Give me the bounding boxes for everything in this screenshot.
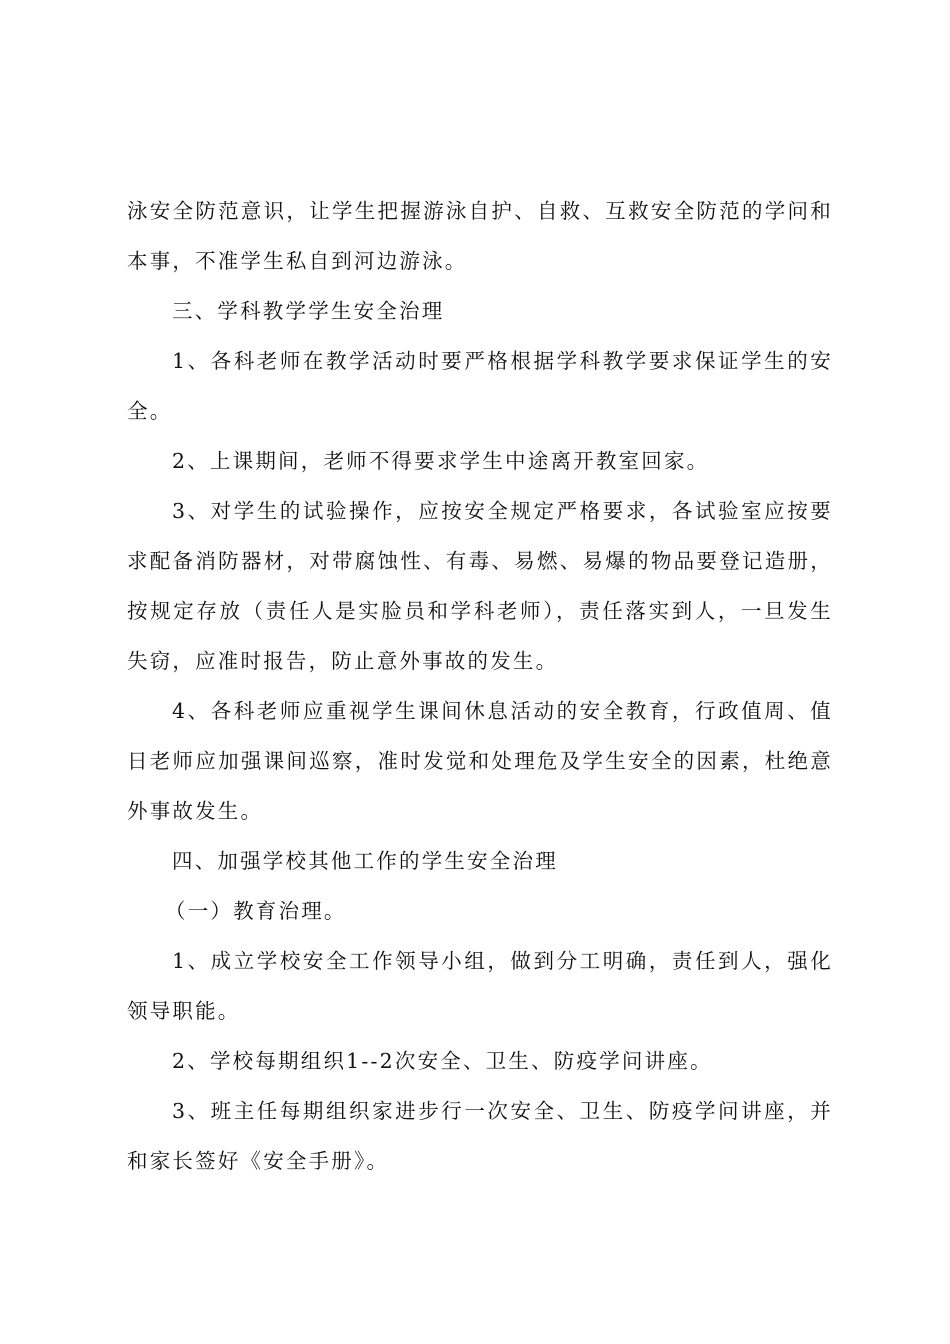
paragraph-item: 2、学校每期组织1--2次安全、卫生、防疫学问讲座。 <box>172 1049 713 1073</box>
paragraph-item: 4、各科老师应重视学生课间休息活动的安全教育，行政值周、值日老师应加强课间巡察，准时发觉和处理危及学生安全的因素，杜绝意外事故发生。 <box>127 699 833 823</box>
section-heading-3: 三、学科教学学生安全治理 <box>172 299 445 323</box>
paragraph-item: 3、对学生的试验操作，应按安全规定严格要求，各试验室应按要求配备消防器材，对带腐蚀性、有毒、易燃、易爆的物品要登记造册，按规定存放（责任人是实脸员和学科老师），责任落实到人，一旦发生失窃，应准时报告，防止意外事故的发生。 <box>127 499 833 673</box>
subsection-heading: （一）教育治理。 <box>165 899 347 923</box>
paragraph-continuation: 泳安全防范意识，让学生把握游泳自护、自救、互救安全防范的学问和本事，不准学生私自到河边游泳。 <box>127 199 833 273</box>
paragraph-item: 1、各科老师在教学活动时要严格根据学科教学要求保证学生的安全。 <box>127 349 833 423</box>
document-body <box>127 186 833 1186</box>
section-heading-4: 四、加强学校其他工作的学生安全治理 <box>172 849 558 873</box>
paragraph-item: 1、成立学校安全工作领导小组，做到分工明确，责任到人，强化领导职能。 <box>127 949 833 1023</box>
paragraph-item: 2、上课期间，老师不得要求学生中途离开教室回家。 <box>172 449 710 473</box>
paragraph-item: 3、班主任每期组织家进步行一次安全、卫生、防疫学问讲座，并和家长签好《安全手册》。 <box>127 1099 833 1173</box>
